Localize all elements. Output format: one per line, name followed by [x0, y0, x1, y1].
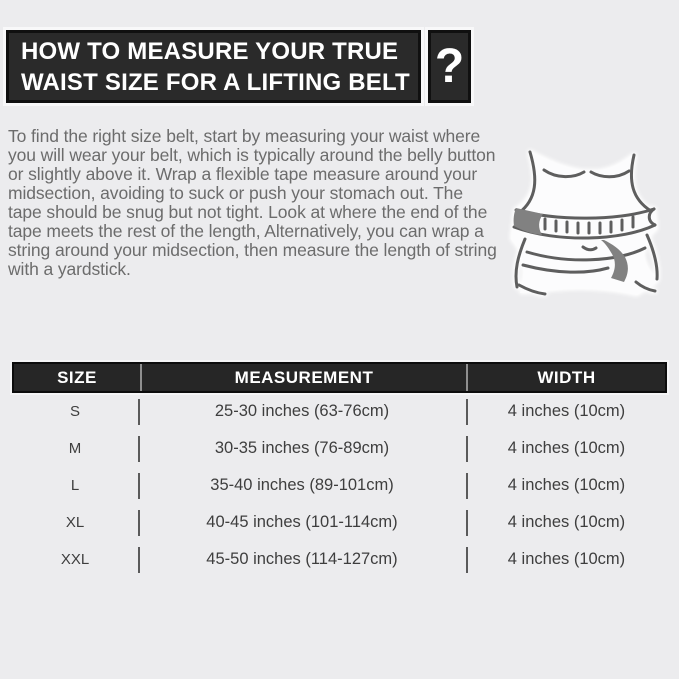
table-row [12, 541, 667, 578]
page-title-line-1: HOW TO MEASURE YOUR TRUE [21, 37, 399, 65]
cell-measurement: 30-35 inches (76-89cm) [138, 439, 466, 458]
intro-paragraph: To find the right size belt, start by measuring your waist where you will wear your belt, which is typically around the belly button or slightly above it. Wrap a flexible tape measure around your midsection, avoiding to suck or push your stomach out. The tape should be snug but not tight. Look at where the end of the tape meets the rest of the length, Alternatively, you can wrap a string around your midsection, then measure the length of string with a yardstick. [8, 126, 497, 279]
cell-width: 4 inches (10cm) [507, 550, 626, 568]
table-row [12, 393, 667, 430]
cell-size: S [69, 403, 80, 420]
table-row [12, 430, 667, 467]
question-mark-badge [428, 30, 471, 103]
column-header-size: SIZE [57, 367, 97, 387]
title-banner [6, 30, 421, 103]
question-mark-icon: ? [434, 39, 465, 93]
cell-width: 4 inches (10cm) [507, 439, 626, 457]
column-header-width: WIDTH [537, 367, 596, 387]
cell-measurement: 40-45 inches (101-114cm) [138, 513, 466, 532]
size-table-header [12, 362, 667, 393]
table-row [12, 504, 667, 541]
page-title-line-2: WAIST SIZE FOR A LIFTING BELT [21, 68, 410, 96]
measuring-tape-illustration [487, 121, 679, 323]
cell-width: 4 inches (10cm) [507, 402, 626, 420]
cell-size: XXL [60, 551, 90, 568]
cell-size: L [70, 477, 80, 494]
cell-measurement: 35-40 inches (89-101cm) [138, 476, 466, 495]
cell-measurement: 25-30 inches (63-76cm) [138, 402, 466, 421]
cell-measurement: 45-50 inches (114-127cm) [138, 550, 466, 569]
table-row [12, 467, 667, 504]
size-table-body [12, 393, 667, 578]
cell-width: 4 inches (10cm) [507, 476, 626, 494]
column-header-measurement: MEASUREMENT [140, 364, 468, 391]
cell-size: XL [65, 514, 85, 531]
cell-size: M [68, 440, 82, 457]
cell-width: 4 inches (10cm) [507, 513, 626, 531]
